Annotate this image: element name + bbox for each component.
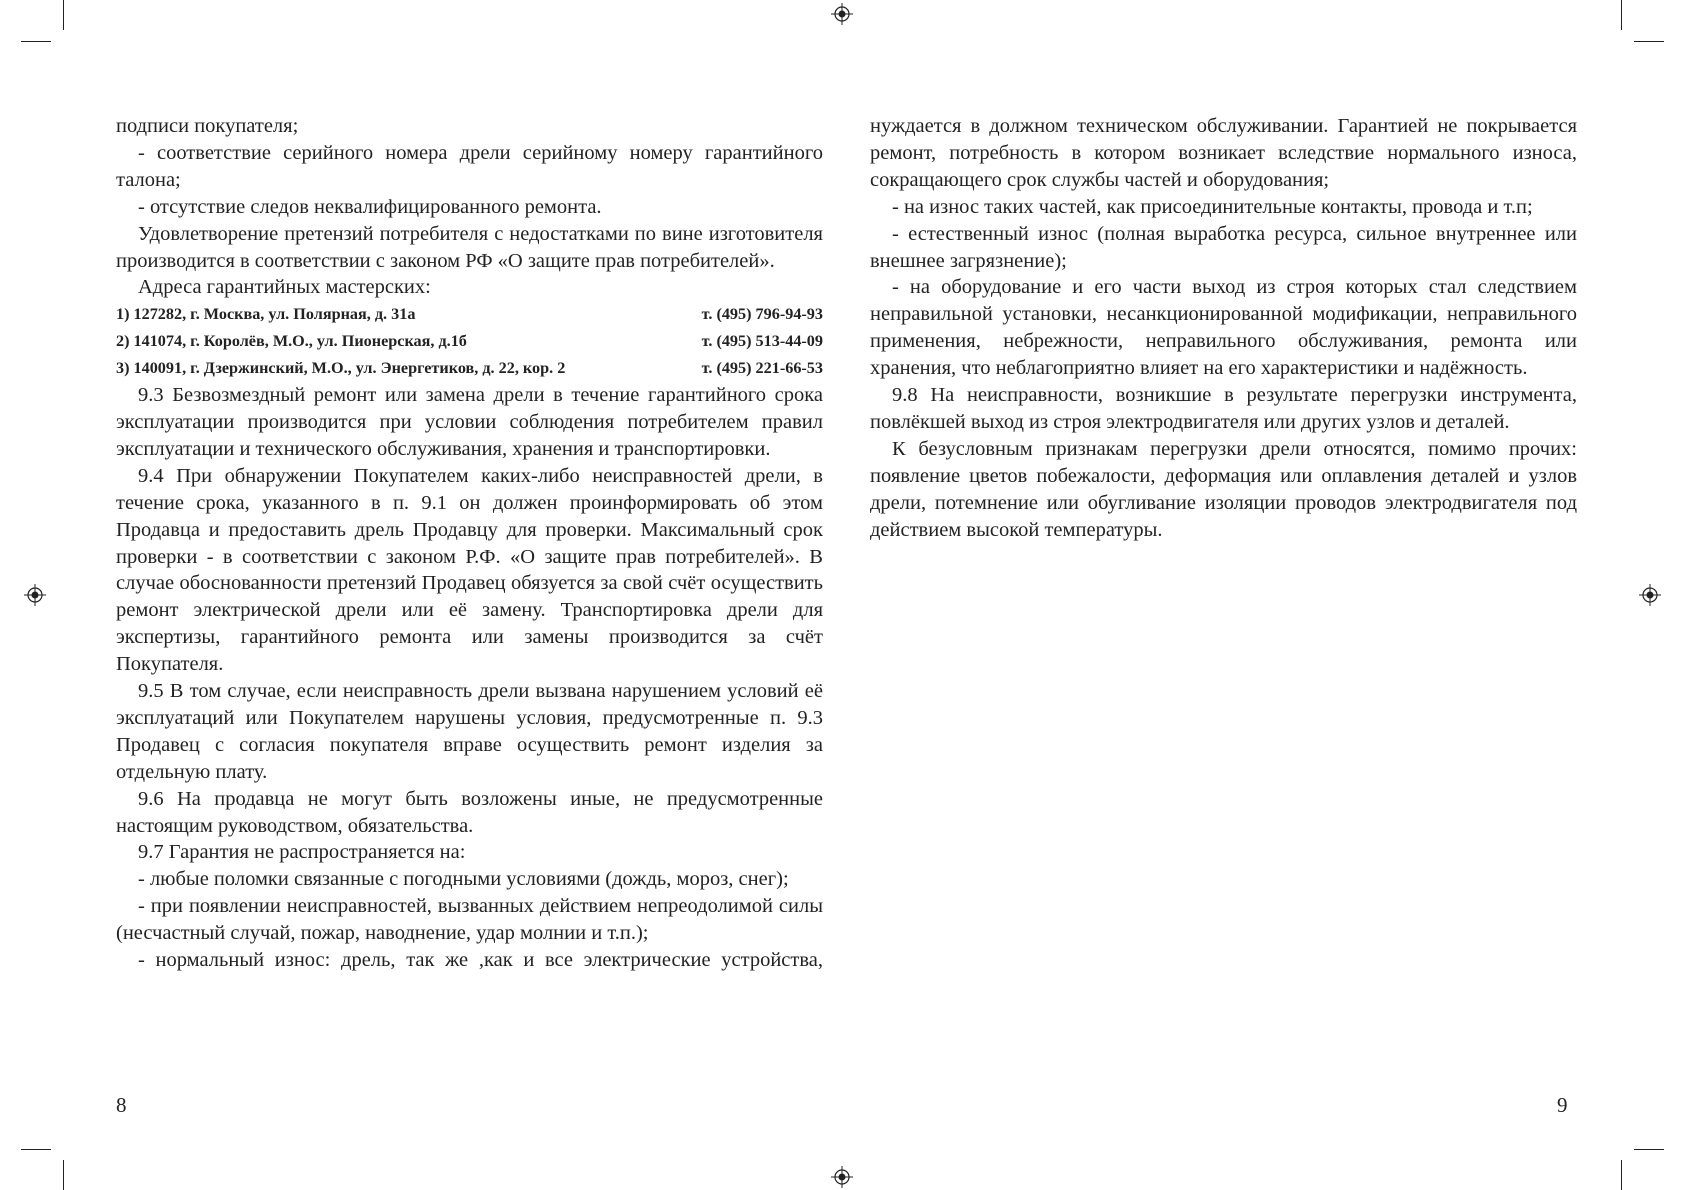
left-paragraphs <box>116 113 823 301</box>
crop-mark <box>1621 1160 1622 1190</box>
right-paragraphs <box>870 113 1577 544</box>
paragraph: К безусловным признакам перегрузки дрели относятся, помимо прочих: появление цветов побежалости, деформация или оплавления деталей и узлов дрели, потемнение или обугливание изоляции проводов электродвигателя под действием высокой температуры. <box>870 437 1577 541</box>
registration-mark-icon <box>24 584 46 606</box>
paragraph: 9.8 На неисправности, возникшие в результате перегрузки инструмента, повлёкшей выход из строя электродвигателя или других узлов и деталей. <box>870 384 1577 433</box>
right-page-text <box>870 113 1577 544</box>
registration-mark-icon <box>831 3 853 25</box>
paragraph: - нормальный износ: дрель, так же ,как и все электрические устройства, <box>138 949 823 972</box>
registration-mark-icon <box>1639 584 1661 606</box>
paragraph: 9.4 При обнаружении Покупателем каких-либо неисправностей дрели, в течение срока, указанного в п. 9.1 он должен проинформировать об этом Продавца и предоставить дрель Продавцу для проверки. Максимальный срок проверки - в соответствии с законом Р.Ф. «О защите прав потребителей». В случае обоснованности претензий Продавец обязуется за свой счёт осуществить ремонт электрической дрели или её замену. Транспортировка дрели для экспертизы, гарантийного ремонта или замены производится за счёт Покупателя. <box>116 464 823 676</box>
registration-mark-icon <box>831 1166 853 1188</box>
paragraph: - на оборудование и его части выход из строя которых стал следствием неправильной установки, несанкционированной модификации, неправильного применения, небрежности, неправильного обслуживания, ремонта или хранения, что неблагоприятно влияет на его характеристики и надёжность. <box>870 276 1577 380</box>
workshop-phone: т. (495) 221-66-53 <box>701 359 823 378</box>
workshop-address-list <box>116 301 823 382</box>
workshop-phone: т. (495) 513-44-09 <box>701 332 823 351</box>
paragraph: Удовлетворение претензий потребителя с недостатками по вине изготовителя производится в соответствии с законом РФ «О защите прав потребителей». <box>116 222 823 272</box>
paragraph: - отсутствие следов неквалифицированного ремонта. <box>138 195 602 218</box>
crop-mark <box>63 1160 64 1190</box>
workshop-address-row <box>116 301 823 328</box>
workshop-phone: т. (495) 796-94-93 <box>701 305 823 324</box>
paragraph: 9.3 Безвозмездный ремонт или замена дрели в течение гарантийного срока эксплуатации производится при условии соблюдения потребителем правил эксплуатации и технического обслуживания, хранения и транспортировки. <box>116 384 823 460</box>
page-number-left: 8 <box>116 1093 127 1117</box>
left-page-text <box>116 113 823 974</box>
paragraph: нуждается в должном техническом обслуживании. Гарантией не покрывается ремонт, потребность в котором возникает вследствие нормального износа, сокращающего срок службы частей и оборудования; <box>870 115 1577 191</box>
crop-mark <box>1621 0 1622 30</box>
workshop-address: 2) 141074, г. Королёв, М.О., ул. Пионерская, д.1б <box>116 332 467 351</box>
paragraph: 9.5 В том случае, если неисправность дрели вызвана нарушением условий её эксплуатаций или Покупателем нарушены условия, предусмотренные п. 9.3 Продавец с согласия покупателя вправе осуществить ремонт изделия за отдельную плату. <box>116 680 823 783</box>
paragraph: - естественный износ (полная выработка ресурса, сильное внутреннее или внешнее загрязнение); <box>870 222 1577 272</box>
left-paragraphs-continued <box>116 382 823 974</box>
workshop-address: 3) 140091, г. Дзержинский, М.О., ул. Энергетиков, д. 22, кор. 2 <box>116 359 566 378</box>
paragraph: 9.6 На продавца не могут быть возложены иные, не предусмотренные настоящим руководством, обязательства. <box>116 787 823 837</box>
paragraph: - на износ таких частей, как присоединительные контакты, провода и т.п; <box>892 195 1533 218</box>
crop-mark <box>21 1149 51 1150</box>
workshop-address-row <box>116 355 823 382</box>
paragraph: - при появлении неисправностей, вызванных действием непреодолимой силы (несчастный случай, пожар, наводнение, удар молнии и т.п.); <box>116 895 823 945</box>
crop-mark <box>1634 41 1664 42</box>
page-number-right: 9 <box>1557 1093 1568 1117</box>
paragraph: подписи покупателя; <box>116 115 299 137</box>
crop-mark <box>21 41 51 42</box>
crop-mark <box>1634 1149 1664 1150</box>
paragraph: Адреса гарантийных мастерских: <box>138 276 431 299</box>
paragraph: - любые поломки связанные с погодными условиями (дождь, мороз, снег); <box>138 868 789 891</box>
workshop-address: 1) 127282, г. Москва, ул. Полярная, д. 31а <box>116 305 416 324</box>
paragraph: 9.7 Гарантия не распространяется на: <box>138 841 466 864</box>
workshop-address-row <box>116 328 823 355</box>
paragraph: - соответствие серийного номера дрели серийному номеру гарантийного талона; <box>116 141 823 191</box>
crop-mark <box>63 0 64 30</box>
